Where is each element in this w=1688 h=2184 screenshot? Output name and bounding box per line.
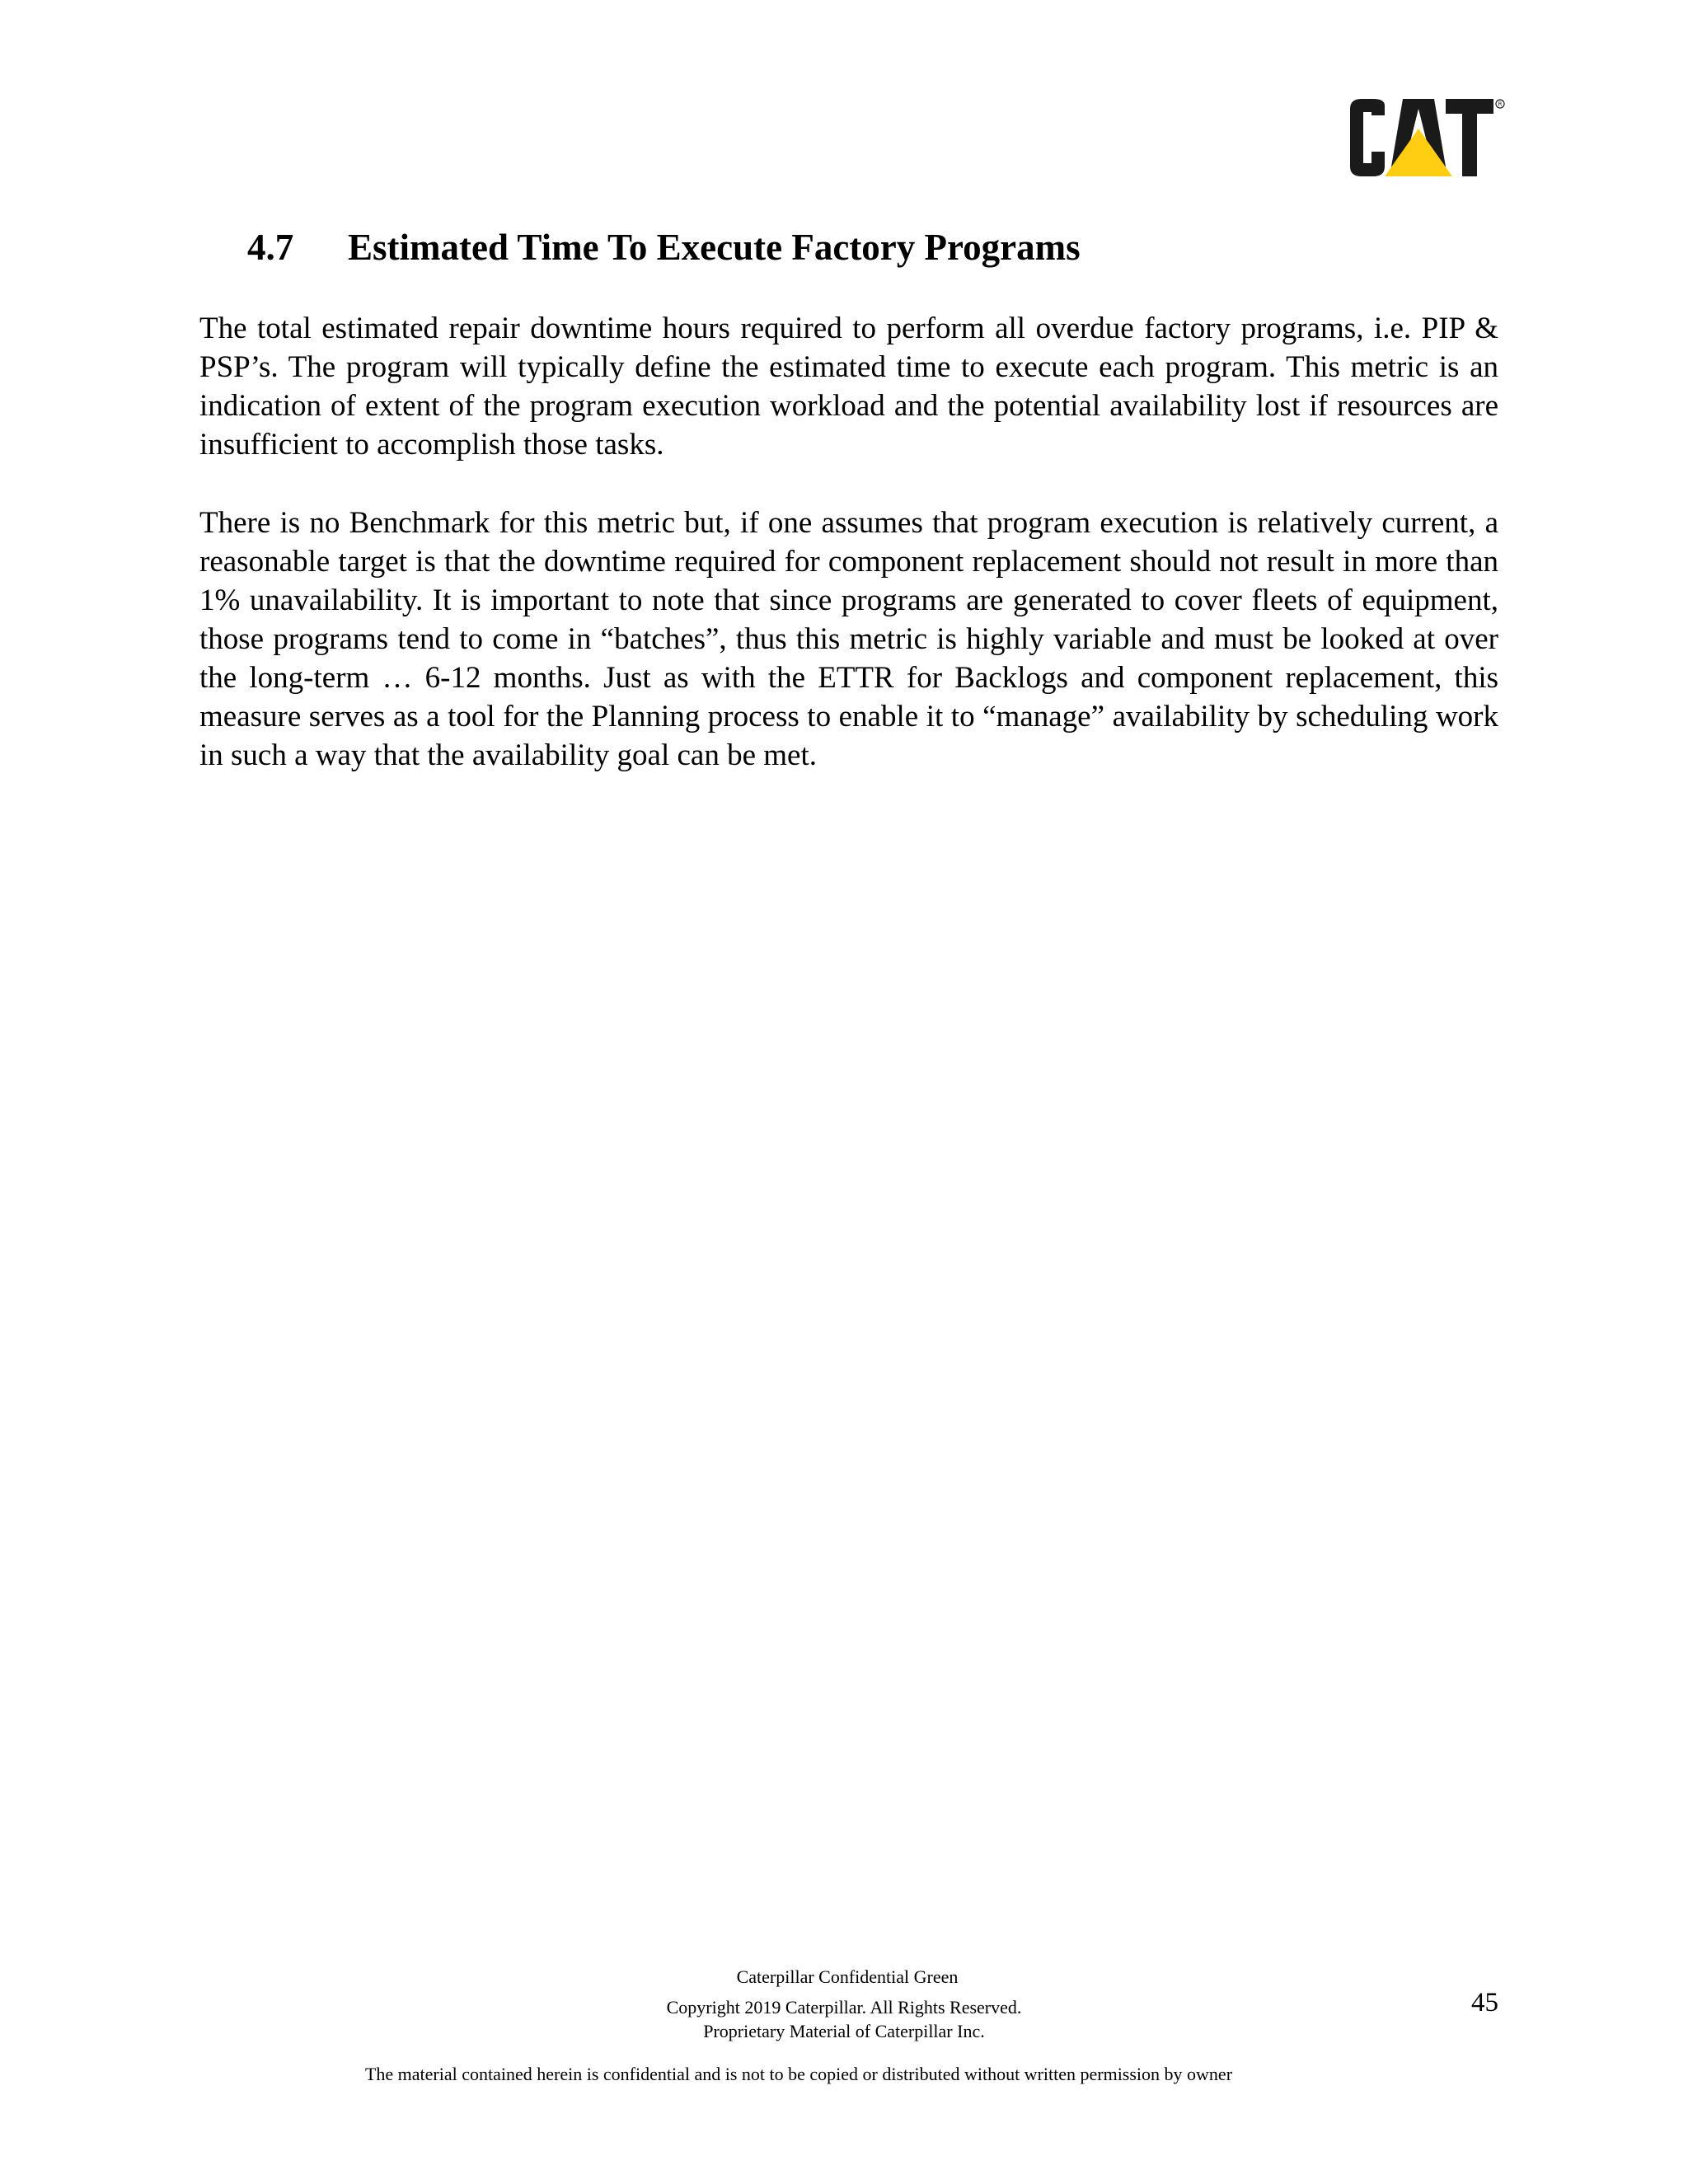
cat-logo (1348, 97, 1505, 180)
footer-copyright: Copyright 2019 Caterpillar. All Rights Reserved. (666, 1997, 1022, 2018)
paragraph-definition: The total estimated repair downtime hours required to perform all overdue factory programs, i.e. PIP & PSP’s. The program will typically define the estimated time to execute each program. This metric is an indication of extent of the program execution workload and the potential availability lost if resources are insufficient to accomplish those tasks. (199, 312, 1498, 462)
page-number: 45 (1471, 1988, 1498, 2018)
section-heading (247, 221, 1081, 274)
footer-confidential-notice: The material contained herein is confidential and is not to be copied or distributed without written permission by owner (364, 2064, 1233, 2084)
paragraph-benchmark: There is no Benchmark for this metric but, if one assumes that program execution is relatively current, a reasonable target is that the downtime required for component replacement should not result in more than 1% unavailability. It is important to note that since programs are generated to cover fleets of equipment, those programs tend to come in “batches”, thus this metric is highly variable and must be looked at over the long-term … 6-12 months. Just as with the ETTR for Backlogs and component replacement, this measure serves as a tool for the Planning process to enable it to “manage” availability by scheduling work in such a way that the availability goal can be met. (199, 506, 1498, 772)
footer-proprietary: Proprietary Material of Caterpillar Inc. (703, 2021, 985, 2041)
cat-logo-icon (1348, 97, 1505, 180)
footer-classification: Caterpillar Confidential Green (736, 1966, 959, 1987)
section-title: Estimated Time To Execute Factory Programs (348, 227, 1081, 268)
svg-text:R: R (1498, 101, 1503, 108)
section-number: 4.7 (247, 227, 294, 268)
